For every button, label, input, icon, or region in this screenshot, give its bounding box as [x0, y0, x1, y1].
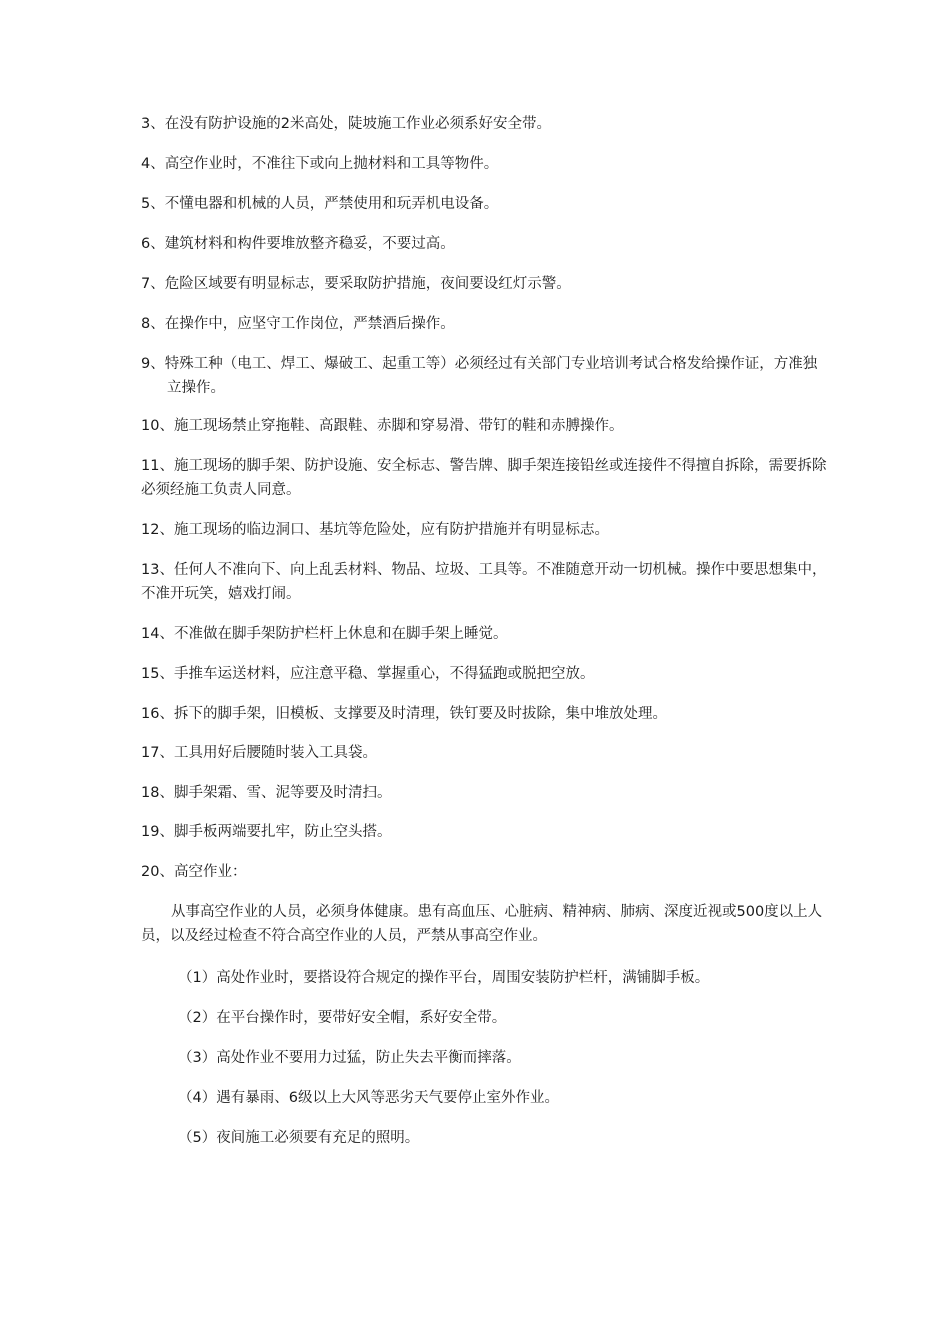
list-item-14: 14、不准做在脚手架防护栏杆上休息和在脚手架上睡觉。 — [141, 626, 508, 642]
body-paragraph: 从事高空作业的人员，必须身体健康。患有高血压、心脏病、精神病、肺病、深度近视或500度以上人员，以及经过检查不符合高空作业的人员，严禁从事高空作业。 — [141, 904, 823, 944]
list-item-5: 5、不懂电器和机械的人员，严禁使用和玩弄机电设备。 — [141, 196, 499, 212]
list-item-20: 20、高空作业： — [141, 864, 247, 880]
list-item-9: 9、特殊工种（电工、焊工、爆破工、起重工等）必须经过有关部门专业培训考试合格发给操作证，方准独立操作。 — [141, 356, 818, 396]
sub-item-4: （4）遇有暴雨、6级以上大风等恶劣天气要停止室外作业。 — [178, 1090, 559, 1106]
list-item-10: 10、施工现场禁止穿拖鞋、高跟鞋、赤脚和穿易滑、带钉的鞋和赤膊操作。 — [141, 418, 624, 434]
sub-item-1: （1）高处作业时，要搭设符合规定的操作平台，周围安装防护栏杆，满铺脚手板。 — [178, 970, 710, 986]
sub-item-2: （2）在平台操作时，要带好安全帽，系好安全带。 — [178, 1010, 507, 1026]
list-item-17: 17、工具用好后腰随时装入工具袋。 — [141, 745, 377, 761]
list-item-18: 18、脚手架霜、雪、泥等要及时清扫。 — [141, 785, 392, 801]
list-item-4: 4、高空作业时，不准往下或向上抛材料和工具等物件。 — [141, 156, 499, 172]
list-item-16: 16、拆下的脚手架，旧模板、支撑要及时清理，铁钉要及时拔除，集中堆放处理。 — [141, 706, 667, 722]
list-item-12: 12、施工现场的临边洞口、基坑等危险处，应有防护措施并有明显标志。 — [141, 522, 609, 538]
list-item-11: 11、施工现场的脚手架、防护设施、安全标志、警告牌、脚手架连接铅丝或连接件不得擅自拆除，需要拆除必须经施工负责人同意。 — [141, 458, 827, 498]
list-item-6: 6、建筑材料和构件要堆放整齐稳妥，不要过高。 — [141, 236, 455, 252]
sub-item-3: （3）高处作业不要用力过猛，防止失去平衡而摔落。 — [178, 1050, 521, 1066]
list-item-13: 13、任何人不准向下、向上乱丢材料、物品、垃圾、工具等。不准随意开动一切机械。操作中要思想集中，不准开玩笑，嬉戏打闹。 — [141, 562, 827, 602]
list-item-3: 3、在没有防护设施的2米高处，陡坡施工作业必须系好安全带。 — [141, 116, 551, 132]
list-item-7: 7、危险区域要有明显标志，要采取防护措施，夜间要设红灯示警。 — [141, 276, 571, 292]
sub-item-5: （5）夜间施工必须要有充足的照明。 — [178, 1130, 420, 1146]
list-item-19: 19、脚手板两端要扎牢，防止空头搭。 — [141, 824, 392, 840]
list-item-8: 8、在操作中，应坚守工作岗位，严禁酒后操作。 — [141, 316, 455, 332]
list-item-15: 15、手推车运送材料，应注意平稳、掌握重心，不得猛跑或脱把空放。 — [141, 666, 595, 682]
